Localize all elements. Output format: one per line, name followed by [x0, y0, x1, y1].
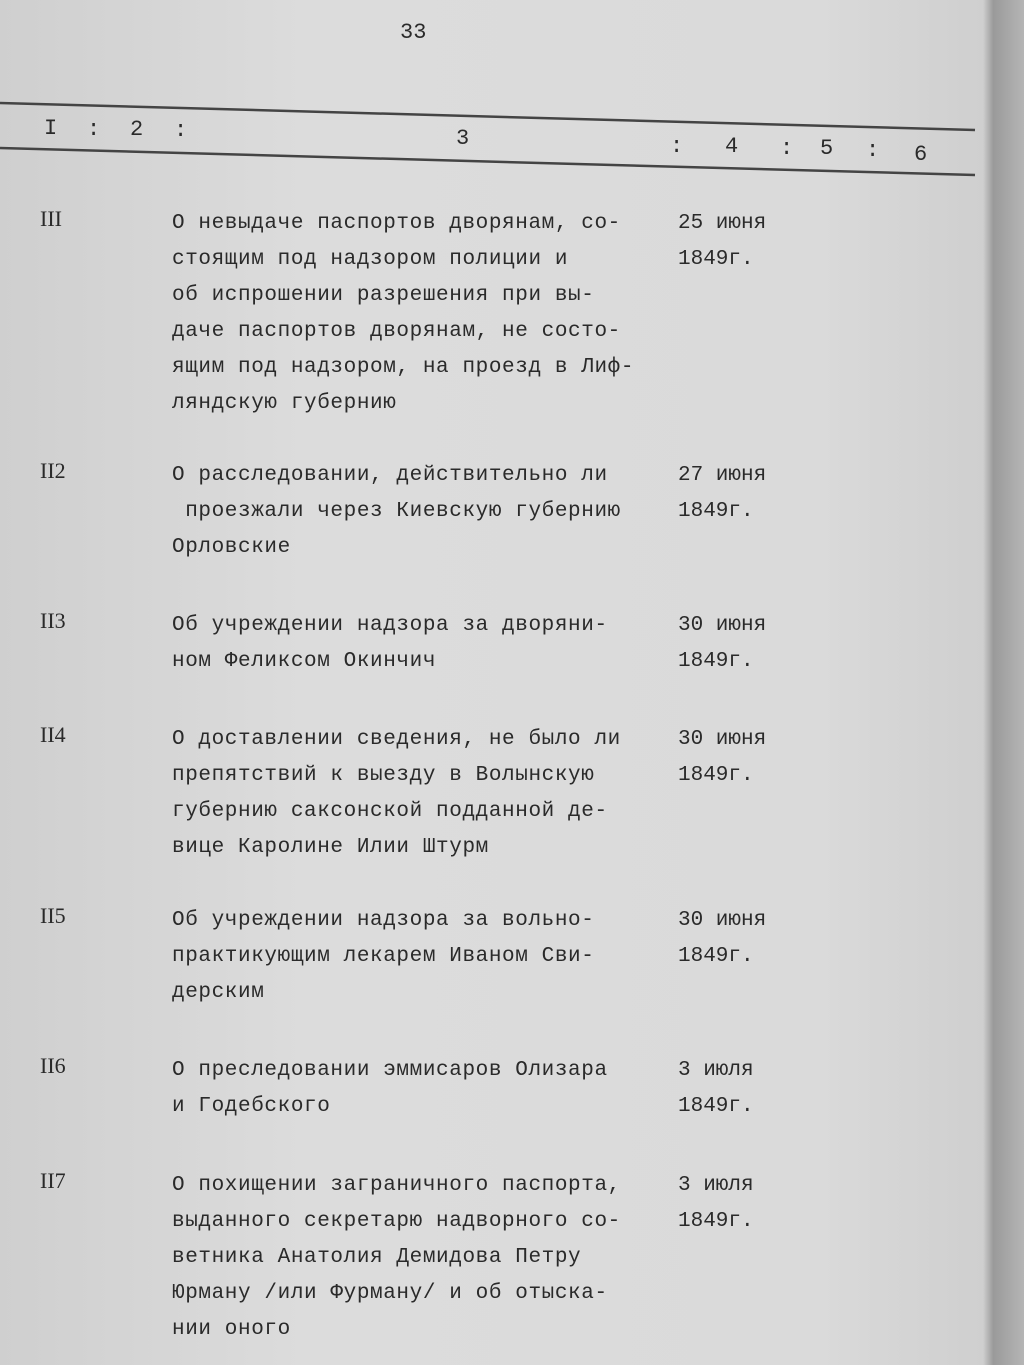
entry-number: III: [40, 206, 62, 231]
description-line: препятствий к выезду в Волынскую: [172, 764, 595, 787]
entry-number: II4: [40, 722, 66, 747]
entry-number: II7: [40, 1168, 66, 1193]
description-line: Юрману /или Фурману/ и об отыска-: [172, 1282, 608, 1305]
description-line: губернию саксонской подданной де-: [172, 800, 608, 823]
description-line: вице Каролине Илии Штурм: [172, 836, 489, 859]
column-separator: :: [780, 136, 794, 161]
date-line: 30 июня: [678, 909, 767, 932]
description-line: выданного секретарю надворного со-: [172, 1210, 621, 1233]
description-line: О преследовании эммисаров Олизара: [172, 1059, 608, 1082]
column-header-4: 4: [725, 134, 739, 159]
entry-date: [678, 608, 766, 680]
description-line: Орловские: [172, 536, 291, 559]
description-line: О похищении заграничного паспорта,: [172, 1174, 621, 1197]
date-line: 1849г.: [678, 1210, 754, 1233]
description-line: дерским: [172, 981, 265, 1004]
date-line: 1849г.: [678, 764, 754, 787]
entry-number: II2: [40, 458, 66, 483]
date-line: 1849г.: [678, 945, 754, 968]
description-line: ляндскую губернию: [172, 392, 397, 415]
description-line: даче паспортов дворянам, не состо-: [172, 320, 621, 343]
date-line: 25 июня: [678, 212, 767, 235]
entry-number: II3: [40, 608, 66, 633]
description-line: нии оного: [172, 1318, 291, 1341]
page-number: 33: [400, 20, 427, 45]
date-line: 30 июня: [678, 728, 767, 751]
column-header-3: 3: [456, 126, 470, 151]
column-header-1: I: [44, 116, 58, 141]
description-line: практикующим лекарем Иваном Сви-: [172, 945, 595, 968]
description-line: и Годебского: [172, 1095, 331, 1118]
entry-number: II5: [40, 903, 66, 928]
entry-number: II6: [40, 1053, 66, 1078]
description-line: ящим под надзором, на проезд в Лиф-: [172, 356, 635, 379]
column-separator: :: [174, 118, 188, 143]
column-header-5: 5: [820, 136, 834, 161]
date-line: 1849г.: [678, 1095, 754, 1118]
date-line: 3 июля: [678, 1174, 754, 1197]
entry-date: [678, 458, 766, 530]
date-line: 27 июня: [678, 464, 767, 487]
entry-description: [172, 608, 608, 680]
entry-date: [678, 206, 766, 278]
entry-date: [678, 722, 766, 794]
description-line: ветника Анатолия Демидова Петру: [172, 1246, 582, 1269]
date-line: 3 июля: [678, 1059, 754, 1082]
entry-date: [678, 903, 766, 975]
description-line: ном Феликсом Окинчич: [172, 650, 437, 673]
description-line: Об учреждении надзора за дворяни-: [172, 614, 608, 637]
description-line: О расследовании, действительно ли: [172, 464, 608, 487]
description-line: О доставлении сведения, не было ли: [172, 728, 621, 751]
column-separator: :: [866, 138, 880, 163]
column-separator: :: [87, 117, 101, 142]
date-line: 1849г.: [678, 650, 754, 673]
entry-description: [172, 206, 634, 422]
column-header-2: 2: [130, 117, 144, 142]
header-top-rule: [0, 103, 975, 130]
column-separator: :: [670, 134, 684, 159]
date-line: 1849г.: [678, 248, 754, 271]
header-rules: [0, 0, 1024, 200]
date-line: 1849г.: [678, 500, 754, 523]
entry-date: [678, 1168, 754, 1240]
description-line: О невыдаче паспортов дворянам, со-: [172, 212, 621, 235]
entry-description: [172, 903, 594, 1011]
description-line: об испрошении разрешения при вы-: [172, 284, 595, 307]
entry-date: [678, 1053, 754, 1125]
column-header-6: 6: [914, 142, 928, 167]
entry-description: [172, 1053, 608, 1125]
entry-description: [172, 1168, 621, 1348]
description-line: проезжали через Киевскую губернию: [172, 500, 621, 523]
description-line: Об учреждении надзора за вольно-: [172, 909, 595, 932]
entry-description: [172, 458, 621, 566]
entry-description: [172, 722, 621, 866]
date-line: 30 июня: [678, 614, 767, 637]
description-line: стоящим под надзором полиции и: [172, 248, 569, 271]
